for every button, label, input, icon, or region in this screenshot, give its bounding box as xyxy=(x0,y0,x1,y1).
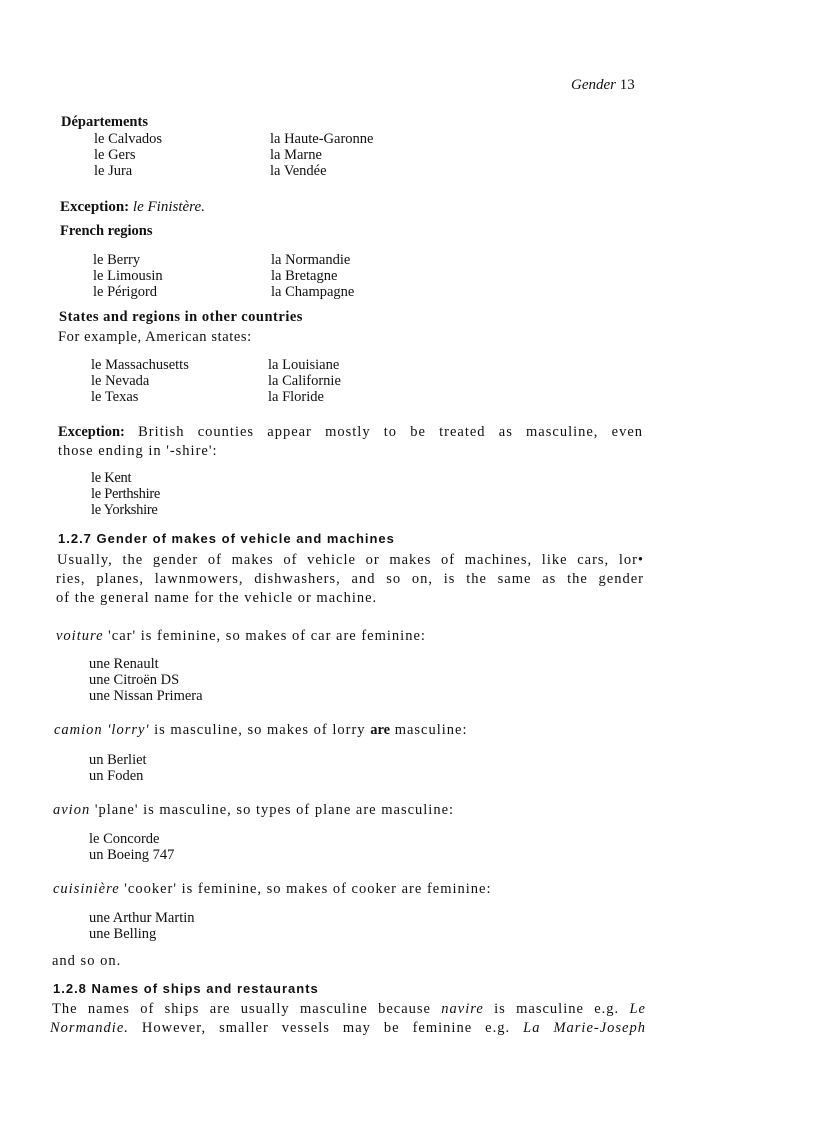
exception-text: le Finistère. xyxy=(132,199,205,215)
exception-british-line1 xyxy=(58,423,643,442)
departements-heading: Départements xyxy=(61,114,148,130)
list-item: un Boeing 747 xyxy=(89,847,175,863)
avion-line xyxy=(53,801,454,820)
list-item: une Renault xyxy=(89,656,159,672)
states-heading: States and regions in other countries xyxy=(59,309,303,325)
list-item: le Berry xyxy=(93,252,141,268)
exception-label: Exception: xyxy=(60,199,130,215)
voiture-line xyxy=(56,627,426,646)
counties-list xyxy=(91,470,160,518)
section-heading-1-2-8: 1.2.8 Names of ships and restaurants xyxy=(53,981,319,996)
list-item: une Nissan Primera xyxy=(89,688,203,704)
paragraph-line: Usually, the gender of makes of vehicle or makes of machines, like cars, lor• xyxy=(57,552,644,568)
paragraph-text: However, smaller vessels may be feminine e.g. xyxy=(128,1020,524,1036)
list-item: la Bretagne xyxy=(271,268,338,284)
exception-finistere xyxy=(60,199,205,216)
example-word: cuisinière xyxy=(53,881,120,897)
list-item: la Champagne xyxy=(271,284,355,300)
list-item: le Perthshire xyxy=(91,486,160,502)
paragraph-italic: Le xyxy=(629,1001,646,1017)
running-title: Gender xyxy=(571,77,616,93)
example-word: voiture xyxy=(56,628,104,644)
list-item: le Gers xyxy=(94,147,136,163)
example-text: is masculine, so makes of lorry xyxy=(149,722,371,738)
list-item: le Jura xyxy=(94,163,133,179)
list-item: une Arthur Martin xyxy=(89,910,195,926)
list-item: la Marne xyxy=(270,147,322,163)
exception-british-line2: those ending in '-shire': xyxy=(58,443,218,459)
paragraph-line: ries, planes, lawnmowers, dishwashers, and so on, is the same as the gender xyxy=(56,571,644,587)
departements-left-list xyxy=(94,131,162,179)
paragraph-line xyxy=(52,1000,646,1019)
exception-label: Exception: xyxy=(58,424,125,440)
example-text: 'cooker' is feminine, so makes of cooker are feminine: xyxy=(119,881,492,897)
list-item: le Texas xyxy=(91,389,139,405)
list-item: le Massachusetts xyxy=(91,357,189,373)
example-text: masculine: xyxy=(390,722,468,738)
list-item: la Floride xyxy=(268,389,324,405)
list-item: la Vendée xyxy=(270,163,327,179)
paragraph-text: is masculine e.g. xyxy=(483,1001,630,1017)
list-item: une Citroën DS xyxy=(89,672,180,688)
list-item: le Nevada xyxy=(91,373,150,389)
cooker-makes-list xyxy=(89,910,195,942)
regions-heading: French regions xyxy=(60,223,153,239)
example-word: camion 'lorry' xyxy=(54,722,150,738)
paragraph-italic: Normandie. xyxy=(50,1020,129,1036)
list-item: le Calvados xyxy=(94,131,163,147)
running-header xyxy=(571,77,635,94)
regions-left-list xyxy=(93,252,163,300)
list-item: le Périgord xyxy=(93,284,158,300)
lorry-makes-list xyxy=(89,752,147,784)
list-item: le Concorde xyxy=(89,831,160,847)
list-item: un Berliet xyxy=(89,752,147,768)
list-item: la Louisiane xyxy=(268,357,340,373)
states-left-list xyxy=(91,357,189,405)
states-intro: For example, American states: xyxy=(58,329,252,345)
and-so-on: and so on. xyxy=(52,953,122,969)
emphasis: are xyxy=(370,722,391,738)
paragraph-text: The names of ships are usually masculine because xyxy=(52,1001,442,1017)
paragraph-italic: La Marie-Joseph xyxy=(523,1020,646,1036)
example-text: 'plane' is masculine, so types of plane are masculine: xyxy=(90,802,455,818)
departements-right-list xyxy=(270,131,373,179)
exception-text: British counties appear mostly to be treated as masculine, even xyxy=(138,424,644,440)
list-item: la Normandie xyxy=(271,252,351,268)
list-item: le Yorkshire xyxy=(91,502,158,518)
camion-line xyxy=(54,721,468,740)
regions-right-list xyxy=(271,252,354,300)
paragraph-line: of the general name for the vehicle or machine. xyxy=(56,590,378,606)
list-item: le Kent xyxy=(91,470,132,486)
paragraph-italic: navire xyxy=(441,1001,484,1017)
states-right-list xyxy=(268,357,341,405)
plane-types-list xyxy=(89,831,174,863)
car-makes-list xyxy=(89,656,203,704)
example-word: avion xyxy=(53,802,91,818)
cuisiniere-line xyxy=(53,880,492,899)
paragraph-line xyxy=(50,1019,646,1038)
list-item: le Limousin xyxy=(93,268,163,284)
example-text: 'car' is feminine, so makes of car are feminine: xyxy=(103,628,426,644)
section-heading-1-2-7: 1.2.7 Gender of makes of vehicle and machines xyxy=(58,531,395,546)
list-item: un Foden xyxy=(89,768,144,784)
list-item: une Belling xyxy=(89,926,157,942)
list-item: la Haute-Garonne xyxy=(270,131,374,147)
page-number: 13 xyxy=(619,77,635,93)
list-item: la Californie xyxy=(268,373,341,389)
